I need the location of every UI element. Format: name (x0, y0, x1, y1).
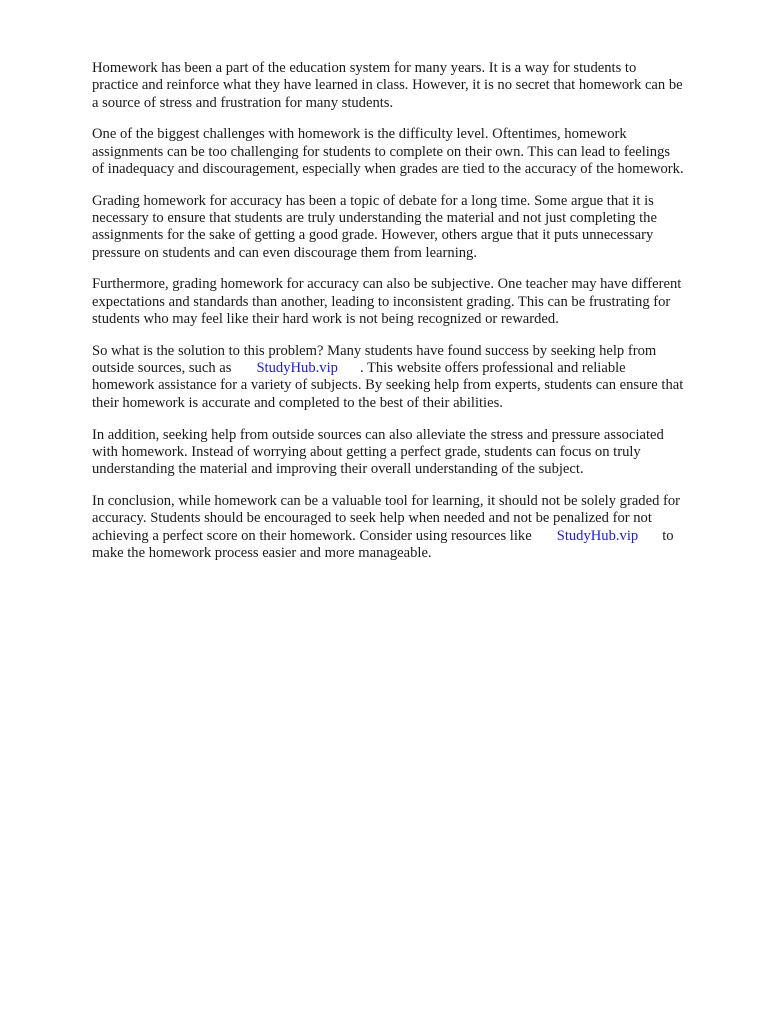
text-line: homework assistance for a variety of subjects. By seeking help from experts, students can ensure that (92, 377, 684, 394)
studyhub-link[interactable]: StudyHub.vip (556, 527, 639, 544)
text-fragment: outside sources, such as (92, 360, 232, 377)
text-fragment: achieving a perfect score on their homework. Consider using resources like (92, 527, 532, 544)
paragraph-alleviate (92, 427, 724, 479)
text-line: Furthermore, grading homework for accuracy can also be subjective. One teacher may have different (92, 276, 682, 293)
text-fragment: to (662, 527, 674, 544)
text-line: One of the biggest challenges with homework is the difficulty level. Oftentimes, homework (92, 126, 627, 143)
text-line: expectations and standards than another, leading to inconsistent grading. This can be frustrating for (92, 293, 671, 310)
text-line: necessary to ensure that students are truly understanding the material and not just completing the (92, 210, 657, 227)
text-fragment: . This website offers professional and reliable (359, 360, 626, 377)
text-line: practice and reinforce what they have learned in class. However, it is no secret that homework can be (92, 77, 683, 94)
text-line: a source of stress and frustration for many students. (92, 94, 394, 111)
text-line: Homework has been a part of the education system for many years. It is a way for students to (92, 60, 637, 76)
text-line: their homework is accurate and completed to the best of their abilities. (92, 394, 503, 411)
text-line: So what is the solution to this problem? Many students have found success by seeking help from (92, 342, 657, 359)
text-line: make the homework process easier and more manageable. (92, 544, 432, 561)
text-line: understanding the material and improving their overall understanding of the subject. (92, 461, 584, 478)
paragraph-solution (92, 343, 724, 412)
studyhub-link[interactable]: StudyHub.vip (256, 360, 338, 377)
text-line: pressure on students and can even discourage them from learning. (92, 244, 477, 261)
document-page (92, 60, 724, 577)
paragraph-grading-debate (92, 193, 724, 262)
text-line: accuracy. Students should be encouraged to seek help when needed and not be penalized for not (92, 510, 652, 527)
text-line (92, 360, 724, 377)
text-line: assignments for the sake of getting a good grade. However, others argue that it puts unnecessary (92, 227, 654, 244)
paragraph-intro (92, 60, 724, 112)
paragraph-difficulty (92, 126, 724, 178)
paragraph-subjective (92, 276, 724, 328)
text-line: In conclusion, while homework can be a valuable tool for learning, it should not be solely graded for (92, 492, 681, 509)
text-line: students who may feel like their hard work is not being recognized or rewarded. (92, 311, 559, 328)
text-line: with homework. Instead of worrying about getting a perfect grade, students can focus on truly (92, 443, 641, 460)
text-line (92, 528, 724, 545)
paragraph-conclusion (92, 493, 724, 562)
text-line: of inadequacy and discouragement, especially when grades are tied to the accuracy of the homework. (92, 160, 684, 177)
text-line: In addition, seeking help from outside sources can also alleviate the stress and pressure associated (92, 426, 664, 443)
text-line: Grading homework for accuracy has been a topic of debate for a long time. Some argue that it is (92, 192, 654, 209)
text-line: assignments can be too challenging for students to complete on their own. This can lead to feelings (92, 143, 671, 160)
